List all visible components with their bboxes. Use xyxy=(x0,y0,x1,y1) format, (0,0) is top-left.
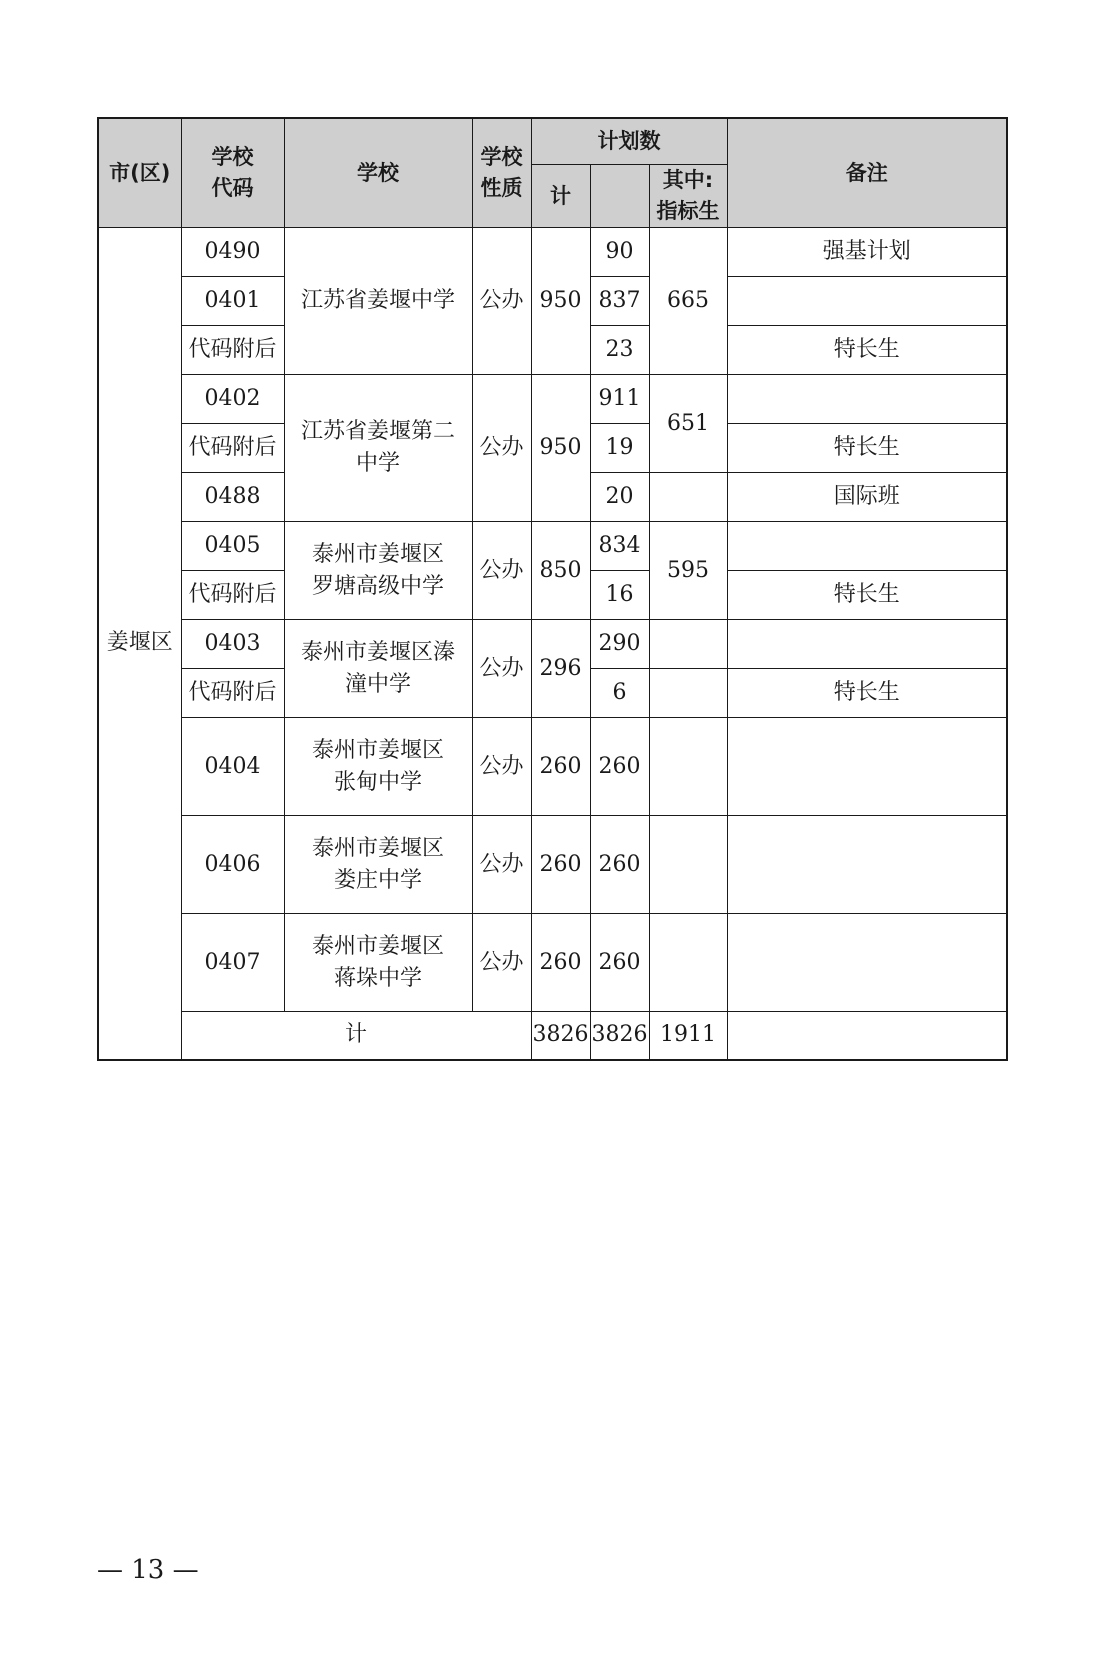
remark-cell xyxy=(727,522,1007,571)
remark-cell xyxy=(727,816,1007,914)
district-cell: 姜堰区 xyxy=(98,228,181,1060)
quota-cell: 665 xyxy=(649,228,727,375)
quota-cell xyxy=(649,914,727,1012)
header-quota: 其中: 指标生 xyxy=(649,165,727,228)
nature-cell: 公办 xyxy=(472,816,531,914)
remark-cell xyxy=(727,718,1007,816)
total-cell: 950 xyxy=(531,228,590,375)
school-cell: 泰州市姜堰区 娄庄中学 xyxy=(284,816,472,914)
header-total: 计 xyxy=(531,165,590,228)
table-row xyxy=(98,914,1007,1012)
total-cell: 950 xyxy=(531,375,590,522)
school-cell: 泰州市姜堰区 罗塘高级中学 xyxy=(284,522,472,620)
remark-cell: 国际班 xyxy=(727,473,1007,522)
nature-cell: 公办 xyxy=(472,375,531,522)
table-row xyxy=(98,375,1007,424)
header-plan: 计划数 xyxy=(531,118,727,165)
code-cell: 0404 xyxy=(181,718,284,816)
sub-cell: 3826 xyxy=(590,1012,649,1060)
quota-cell xyxy=(649,473,727,522)
total-cell: 850 xyxy=(531,522,590,620)
school-cell: 江苏省姜堰第二 中学 xyxy=(284,375,472,522)
header-sub xyxy=(590,165,649,228)
code-cell: 代码附后 xyxy=(181,571,284,620)
quota-cell: 595 xyxy=(649,522,727,620)
remark-cell: 特长生 xyxy=(727,571,1007,620)
remark-cell xyxy=(727,277,1007,326)
code-cell: 代码附后 xyxy=(181,424,284,473)
code-cell: 0403 xyxy=(181,620,284,669)
remark-cell: 特长生 xyxy=(727,669,1007,718)
quota-cell xyxy=(649,816,727,914)
total-cell: 296 xyxy=(531,620,590,718)
header-school: 学校 xyxy=(284,118,472,228)
code-cell: 代码附后 xyxy=(181,669,284,718)
sub-cell: 260 xyxy=(590,718,649,816)
total-cell: 3826 xyxy=(531,1012,590,1060)
code-cell: 0488 xyxy=(181,473,284,522)
remark-cell xyxy=(727,375,1007,424)
remark-cell xyxy=(727,1012,1007,1060)
sub-cell: 911 xyxy=(590,375,649,424)
nature-cell: 公办 xyxy=(472,228,531,375)
quota-cell: 651 xyxy=(649,375,727,473)
sub-cell: 6 xyxy=(590,669,649,718)
code-cell: 0406 xyxy=(181,816,284,914)
sub-cell: 260 xyxy=(590,816,649,914)
sub-cell: 90 xyxy=(590,228,649,277)
nature-cell: 公办 xyxy=(472,620,531,718)
sub-cell: 20 xyxy=(590,473,649,522)
sub-cell: 834 xyxy=(590,522,649,571)
remark-cell xyxy=(727,914,1007,1012)
sub-cell: 837 xyxy=(590,277,649,326)
quota-cell: 1911 xyxy=(649,1012,727,1060)
nature-cell: 公办 xyxy=(472,914,531,1012)
quota-cell xyxy=(649,718,727,816)
nature-cell: 公办 xyxy=(472,522,531,620)
code-cell: 0401 xyxy=(181,277,284,326)
enrollment-plan-table xyxy=(97,117,1008,1061)
code-cell: 0405 xyxy=(181,522,284,571)
sub-cell: 19 xyxy=(590,424,649,473)
sub-cell: 23 xyxy=(590,326,649,375)
page-number: — 13 — xyxy=(97,1555,199,1585)
code-cell: 0490 xyxy=(181,228,284,277)
code-cell: 0407 xyxy=(181,914,284,1012)
table-row xyxy=(98,816,1007,914)
header-city: 市(区) xyxy=(98,118,181,228)
total-label: 计 xyxy=(181,1012,531,1060)
header-nature: 学校 性质 xyxy=(472,118,531,228)
remark-cell: 强基计划 xyxy=(727,228,1007,277)
school-cell: 泰州市姜堰区 张甸中学 xyxy=(284,718,472,816)
code-cell: 代码附后 xyxy=(181,326,284,375)
table-row xyxy=(98,228,1007,277)
sub-cell: 290 xyxy=(590,620,649,669)
quota-cell xyxy=(649,620,727,669)
remark-cell: 特长生 xyxy=(727,326,1007,375)
code-cell: 0402 xyxy=(181,375,284,424)
quota-cell xyxy=(649,669,727,718)
total-cell: 260 xyxy=(531,914,590,1012)
school-cell: 泰州市姜堰区溱 潼中学 xyxy=(284,620,472,718)
total-cell: 260 xyxy=(531,816,590,914)
school-cell: 江苏省姜堰中学 xyxy=(284,228,472,375)
table-row xyxy=(98,718,1007,816)
sub-cell: 260 xyxy=(590,914,649,1012)
total-row xyxy=(98,1012,1007,1060)
nature-cell: 公办 xyxy=(472,718,531,816)
table-row xyxy=(98,522,1007,571)
header-remark: 备注 xyxy=(727,118,1007,228)
school-cell: 泰州市姜堰区 蒋垛中学 xyxy=(284,914,472,1012)
header-school-code: 学校 代码 xyxy=(181,118,284,228)
total-cell: 260 xyxy=(531,718,590,816)
header-row xyxy=(98,118,1007,165)
sub-cell: 16 xyxy=(590,571,649,620)
remark-cell xyxy=(727,620,1007,669)
table-row xyxy=(98,620,1007,669)
remark-cell: 特长生 xyxy=(727,424,1007,473)
